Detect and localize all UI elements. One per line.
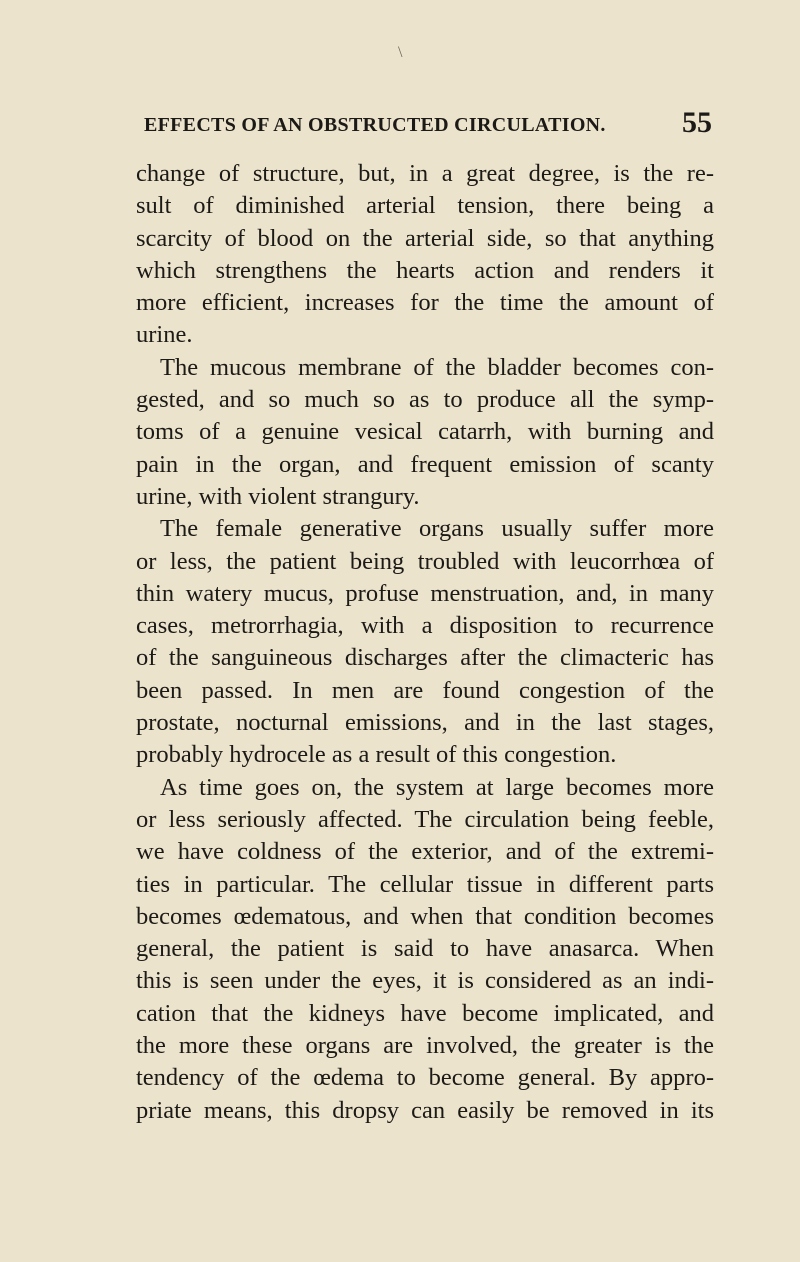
running-head [120,106,720,148]
text-line: urine, with violent strangury. [136,482,420,510]
text-line: general, the patient is said to have anasarca. When [136,935,714,963]
text-line: prostate, nocturnal emissions, and in the last stages, [136,709,714,737]
running-title: EFFECTS OF AN OBSTRUCTED CIRCULATION. [144,114,606,136]
text-line: cation that the kidneys have become implicated, and [136,999,714,1027]
text-line: The female generative organs usually suffer more [160,515,714,543]
text-line: we have coldness of the exterior, and of the extremi- [136,838,714,866]
text-line: of the sanguineous discharges after the climacteric has [136,644,714,672]
text-line: tendency of the œdema to become general. By appro- [136,1064,714,1092]
text-line: gested, and so much so as to produce all the symp- [136,386,714,414]
text-line: urine. [136,321,193,349]
text-line: probably hydrocele as a result of this congestion. [136,741,617,769]
text-line: been passed. In men are found congestion of the [136,676,714,704]
text-line: change of structure, but, in a great degree, is the re- [136,160,714,187]
text-line: ties in particular. The cellular tissue in different parts [136,870,714,898]
text-line: becomes œdematous, and when that condition becomes [136,902,714,930]
page-number: 55 [682,106,712,139]
text-line: thin watery mucus, profuse menstruation, and, in many [136,579,714,607]
text-line: more efficient, increases for the time the amount of [136,289,714,317]
text-line: sult of diminished arterial tension, there being a [136,192,714,220]
text-line: As time goes on, the system at large becomes more [160,773,714,801]
text-line: or less seriously affected. The circulation being feeble, [136,805,714,833]
text-line: pain in the organ, and frequent emission of scanty [136,450,714,478]
text-line: which strengthens the hearts action and renders it [136,256,714,284]
text-line: or less, the patient being troubled with leucorrhœa of [136,547,714,575]
text-line: The mucous membrane of the bladder becomes con- [160,353,714,381]
text-line: toms of a genuine vesical catarrh, with burning and [136,418,714,446]
stray-ink-mark: \ [398,44,403,61]
text-line: this is seen under the eyes, it is considered as an indi- [136,967,714,995]
text-line: the more these organs are involved, the greater is the [136,1032,714,1060]
text-line: priate means, this dropsy can easily be removed in its [136,1096,714,1124]
text-line: scarcity of blood on the arterial side, so that anything [136,224,714,252]
body-text [136,158,714,1127]
text-line: cases, metrorrhagia, with a disposition to recurrence [136,612,714,640]
